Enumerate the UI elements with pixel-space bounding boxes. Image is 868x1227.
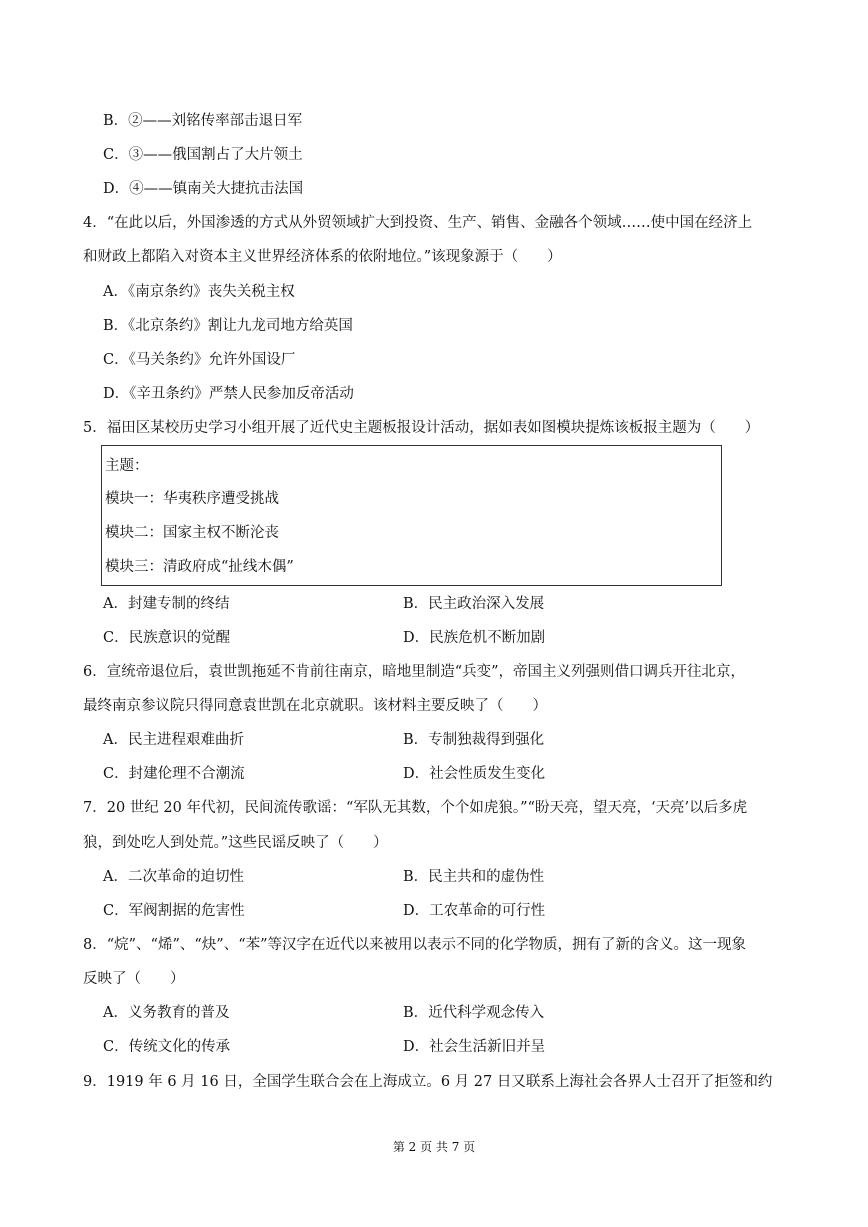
- q9-stem-line1: 9．1919 年 6 月 16 日，全国学生联合会在上海成立。6 月 27 日又联系上海社会各界人士召开了拒签和约: [83, 1074, 773, 1090]
- q5-option-d: D．民族危机不断加剧: [403, 630, 546, 646]
- q6-stem-line1: 6．宣统帝退位后，袁世凯拖延不肯前往南京，暗地里制造“兵变”，帝国主义列强则借口调兵开往北京，: [83, 664, 746, 680]
- q8-stem-line2: 反映了（ ）: [83, 971, 185, 987]
- q4-stem-line2: 和财政上都陷入对资本主义世界经济体系的依附地位。”该现象源于（ ）: [83, 249, 562, 265]
- q7-option-a: A．二次革命的迫切性: [103, 869, 244, 885]
- q4-stem-line1: 4．“在此以后，外国渗透的方式从外贸领域扩大到投资、生产、销售、金融各个领域……使中国在经济上: [83, 215, 753, 231]
- q8-stem-line1: 8．“烷”、“烯”、“炔”、“苯”等汉字在近代以来被用以表示不同的化学物质，拥有了新的含义。这一现象: [83, 937, 747, 953]
- q4-option-d: D．《辛丑条约》严禁人民参加反帝活动: [103, 386, 354, 402]
- q6-option-a: A．民主进程艰难曲折: [103, 732, 244, 748]
- q6-option-d: D．社会性质发生变化: [403, 766, 546, 782]
- q6-option-c: C．封建伦理不合潮流: [103, 766, 245, 782]
- q5-table-module3-row: 模块三：清政府成“扯线木偶”: [105, 559, 294, 575]
- q5-option-b: B．民主政治深入发展: [403, 596, 545, 612]
- q7-option-c: C．军阀割据的危害性: [103, 903, 245, 919]
- q5-table-module1-row: 模块一：华夷秩序遭受挑战: [105, 491, 279, 507]
- q4-option-b: B．《北京条约》割让九龙司地方给英国: [103, 318, 353, 334]
- q7-stem-line2: 狼，到处吃人到处荒。”这些民谣反映了（ ）: [83, 835, 388, 851]
- q5-option-c: C．民族意识的觉醒: [103, 630, 231, 646]
- q5-table-theme-row: 主题：: [105, 458, 149, 474]
- q5-option-a: A．封建专制的终结: [103, 596, 230, 612]
- q8-option-d: D．社会生活新旧并呈: [403, 1039, 546, 1055]
- q3-option-b: B．②——刘铭传率部击退日军: [103, 113, 303, 129]
- q4-option-a: A．《南京条约》丧失关税主权: [103, 284, 295, 300]
- q7-stem-line1: 7．20 世纪 20 年代初，民间流传歌谣：“军队无其数，个个如虎狼。”“盼天亮，望天亮，‘天亮’以后多虎: [83, 800, 748, 816]
- q8-option-c: C．传统文化的传承: [103, 1039, 231, 1055]
- q6-option-b: B．专制独裁得到强化: [403, 732, 545, 748]
- q5-theme-table: [101, 445, 722, 586]
- q8-option-b: B．近代科学观念传入: [403, 1005, 545, 1021]
- page-number-footer: 第 2 页 共 7 页: [392, 1140, 476, 1154]
- q6-stem-line2: 最终南京参议院只得同意袁世凯在北京就职。该材料主要反映了（ ）: [83, 698, 547, 714]
- q5-stem-line1: 5．福田区某校历史学习小组开展了近代史主题板报设计活动，据如表如图模块提炼该板报主题为（ ）: [83, 420, 760, 436]
- q3-option-c: C．③——俄国割占了大片领土: [103, 147, 303, 163]
- q3-option-d: D．④——镇南关大捷抗击法国: [103, 181, 304, 197]
- q5-table-module2-row: 模块二：国家主权不断沦丧: [105, 525, 279, 541]
- q7-option-d: D．工农革命的可行性: [403, 903, 546, 919]
- q7-option-b: B．民主共和的虚伪性: [403, 869, 545, 885]
- q8-option-a: A．义务教育的普及: [103, 1005, 230, 1021]
- q4-option-c: C．《马关条约》允许外国设厂: [103, 352, 296, 368]
